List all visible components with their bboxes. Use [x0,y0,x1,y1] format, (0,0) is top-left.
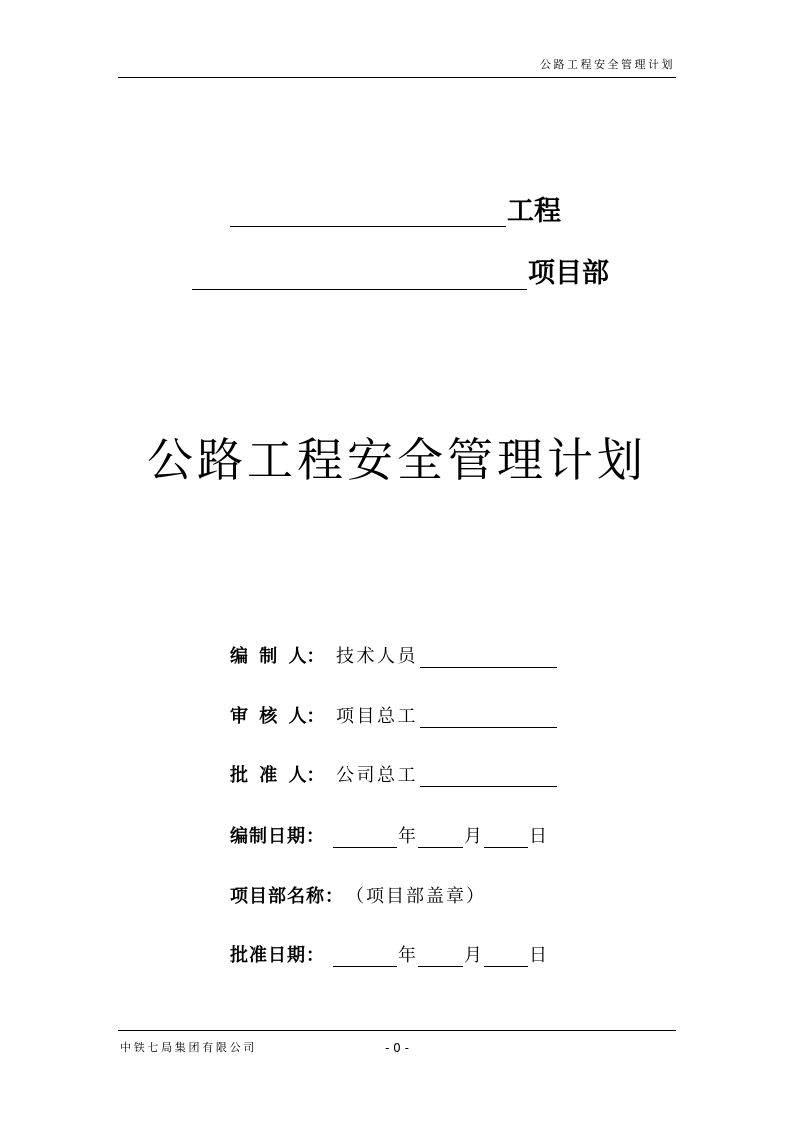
compile-day-unit: 日 [529,826,547,847]
project-suffix: 工程 [507,196,561,227]
department-name-row [230,886,486,908]
department-name-value: （项目部盖章） [346,886,486,907]
compiler-signature-blank [420,647,557,668]
header-rule [118,77,676,78]
footer-rule [118,1030,676,1031]
approve-year-blank [333,946,397,967]
compiler-label: 编 制 人： [230,646,325,667]
compile-date-row [230,826,547,848]
reviewer-label: 审 核 人： [230,706,325,727]
department-name-label: 项目部名称： [230,886,344,907]
approve-month-unit: 月 [464,945,482,966]
approve-date-row [230,945,547,967]
compile-date-label: 编制日期： [230,826,325,847]
compile-day-blank [484,827,528,848]
approve-year-unit: 年 [398,945,416,966]
department-name-blank [192,289,527,290]
approve-day-unit: 日 [529,945,547,966]
compile-month-blank [418,827,463,848]
approve-month-blank [418,946,463,967]
department-suffix: 项目部 [528,258,609,289]
approve-date-label: 批准日期： [230,945,325,966]
reviewer-signature-blank [420,707,557,728]
approver-row [230,765,557,787]
running-header-title: 公路工程安全管理计划 [540,58,675,71]
compile-year-unit: 年 [398,826,416,847]
footer-company: 中铁七局集团有限公司 [120,1041,257,1054]
approver-label: 批 准 人： [230,765,325,786]
approver-value: 公司总工 [336,765,418,786]
approve-day-blank [484,946,528,967]
project-name-blank [230,226,506,227]
compile-year-blank [333,827,397,848]
page-number: - 0 - [385,1041,409,1055]
compile-month-unit: 月 [464,826,482,847]
approver-signature-blank [420,766,557,787]
reviewer-value: 项目总工 [336,706,418,727]
document-title: 公路工程安全管理计划 [147,433,647,487]
reviewer-row [230,706,557,728]
compiler-value: 技术人员 [336,646,418,667]
compiler-row [230,646,557,668]
